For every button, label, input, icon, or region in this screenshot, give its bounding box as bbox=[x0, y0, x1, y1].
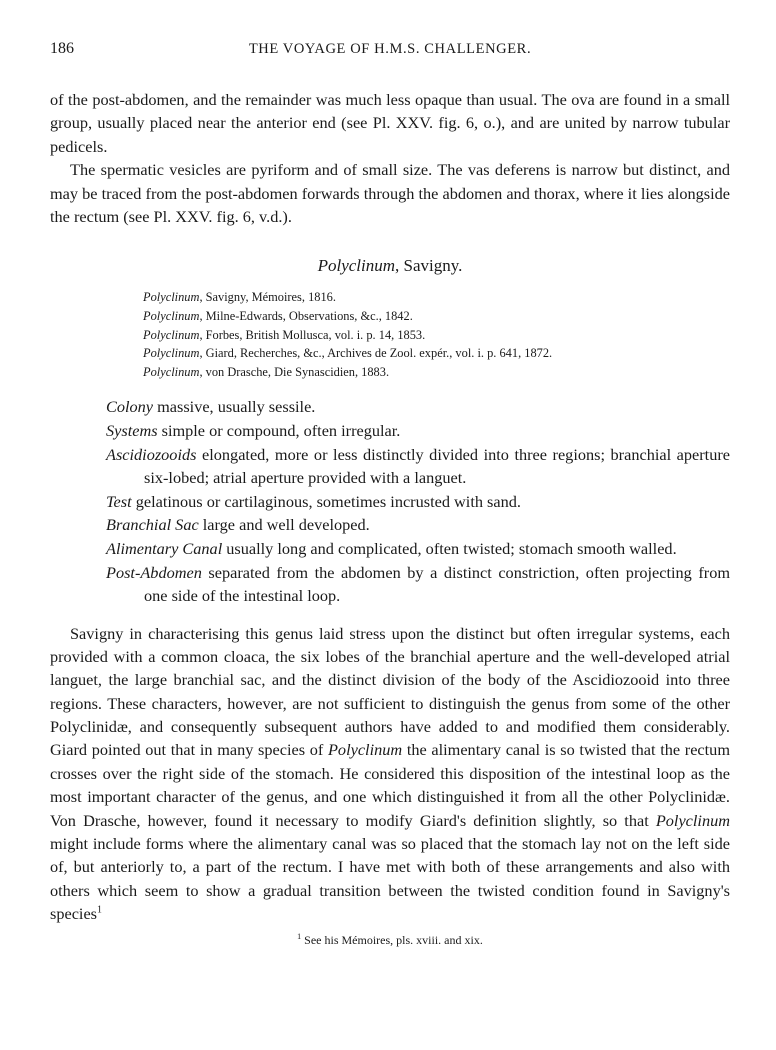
intro-paragraph-1: of the post-abdomen, and the remainder was much less opaque than usual. The ova are found in a small group, usually placed near the anterior end (see Pl. XXV. fig. 6, o.), and are united by narrow tubular pedicels. bbox=[50, 90, 730, 156]
generic-characters bbox=[106, 395, 730, 607]
character-text: usually long and complicated, often twisted; stomach smooth walled. bbox=[222, 538, 677, 558]
discussion-paragraph bbox=[50, 622, 730, 925]
character-entry bbox=[106, 443, 730, 490]
page bbox=[50, 40, 730, 948]
genus-mention: Polyclinum bbox=[327, 740, 403, 760]
synonymy-citation: , Savigny, Mémoires, 1816. bbox=[199, 290, 336, 305]
character-text: elongated, more or less distinctly divided into three regions; branchial aperture six-lobed; atrial aperture provided with a languet. bbox=[144, 444, 730, 488]
intro-paragraph-2: The spermatic vesicles are pyriform and of small size. The vas deferens is narrow but distinct, and may be traced from the post-abdomen forwards through the abdomen and thorax, where it lies alongside the rectum (see Pl. XXV. fig. 6, v.d.). bbox=[50, 160, 730, 227]
character-term: Post-Abdomen bbox=[106, 562, 202, 582]
character-text: separated from the abdomen by a distinct constriction, often projecting from one side of the intestinal loop. bbox=[144, 562, 730, 606]
character-entry bbox=[106, 395, 730, 419]
character-entry bbox=[106, 419, 730, 443]
character-entry bbox=[106, 561, 730, 608]
character-term: Systems bbox=[106, 421, 158, 440]
synonymy-citation: , Forbes, British Mollusca, vol. i. p. 14, 1853. bbox=[199, 327, 426, 342]
genus-heading bbox=[50, 256, 730, 276]
discussion-text: the alimentary canal is so twisted that the rectum crosses over the right side of the stomach. He considered this disposition of the intestinal loop as the most important character of the genus, and one which distinguished it from all the other Polyclinidæ. Von Drasche, however, found it necessary to modify Giard's definition slightly, so that bbox=[50, 740, 730, 830]
genus-mention: Polyclinum bbox=[655, 810, 730, 830]
character-term: Branchial Sac bbox=[106, 515, 199, 535]
footnote-text: See his Mémoires, pls. xviii. and xix. bbox=[301, 933, 483, 948]
footnote-mark: 1 bbox=[297, 932, 302, 942]
running-head bbox=[50, 40, 730, 64]
character-term: Test bbox=[106, 491, 132, 511]
running-title: THE VOYAGE OF H.M.S. CHALLENGER. bbox=[248, 41, 532, 57]
discussion-text: might include forms where the alimentary canal was so placed that the stomach lay not on the left side of, but anteriorly to, a part of the rectum. I have met with both of these arrangements and also with others which seem to show a gradual transition between the twisted condition found in Savigny's species bbox=[50, 833, 730, 923]
synonymy-entry bbox=[143, 326, 730, 345]
character-term: Alimentary Canal bbox=[106, 538, 223, 558]
genus-name: Polyclinum bbox=[317, 256, 396, 276]
synonymy-citation: , Giard, Recherches, &c., Archives de Zool. expér., vol. i. p. 641, 1872. bbox=[199, 346, 553, 361]
character-text: gelatinous or cartilaginous, sometimes incrusted with sand. bbox=[131, 491, 521, 511]
character-text: large and well developed. bbox=[198, 515, 370, 535]
character-text: massive, usually sessile. bbox=[153, 397, 316, 417]
synonymy-entry bbox=[143, 307, 730, 326]
synonymy-citation: , von Drasche, Die Synascidien, 1883. bbox=[199, 364, 390, 379]
genus-author: , Savigny. bbox=[395, 256, 463, 276]
character-term: Colony bbox=[106, 397, 154, 417]
synonymy-genus: Polyclinum bbox=[143, 346, 200, 361]
character-entry bbox=[106, 513, 730, 537]
character-entry bbox=[106, 490, 730, 514]
synonymy-entry bbox=[143, 363, 730, 382]
synonymy-genus: Polyclinum bbox=[143, 309, 200, 324]
character-term: Ascidiozooids bbox=[106, 444, 197, 464]
synonymy-list bbox=[143, 288, 730, 381]
synonymy-genus: Polyclinum bbox=[143, 327, 200, 342]
footnote bbox=[50, 933, 730, 948]
synonymy-entry bbox=[143, 344, 730, 363]
page-number: 186 bbox=[50, 40, 74, 57]
synonymy-genus: Polyclinum bbox=[143, 290, 200, 305]
synonymy-genus: Polyclinum bbox=[143, 364, 200, 379]
discussion-text: Savigny in characterising this genus laid stress upon the distinct but often irregular systems, each provided with a common cloaca, the six lobes of the branchial aperture and the well-developed atrial languet, the large branchial sac, and the distinct division of the body of the Ascidiozooid into three regions. These characters, however, are not sufficient to distinguish the genus from some of the other Polyclinidæ, and consequently subsequent authors have added to and modified them considerably. Giard pointed out that in many species of bbox=[50, 623, 730, 760]
character-entry bbox=[106, 537, 730, 561]
footnote-reference[interactable]: 1 bbox=[97, 904, 103, 916]
synonymy-citation: , Milne-Edwards, Observations, &c., 1842. bbox=[199, 309, 413, 324]
character-text: simple or compound, often irregular. bbox=[157, 421, 401, 440]
synonymy-entry bbox=[143, 288, 730, 307]
